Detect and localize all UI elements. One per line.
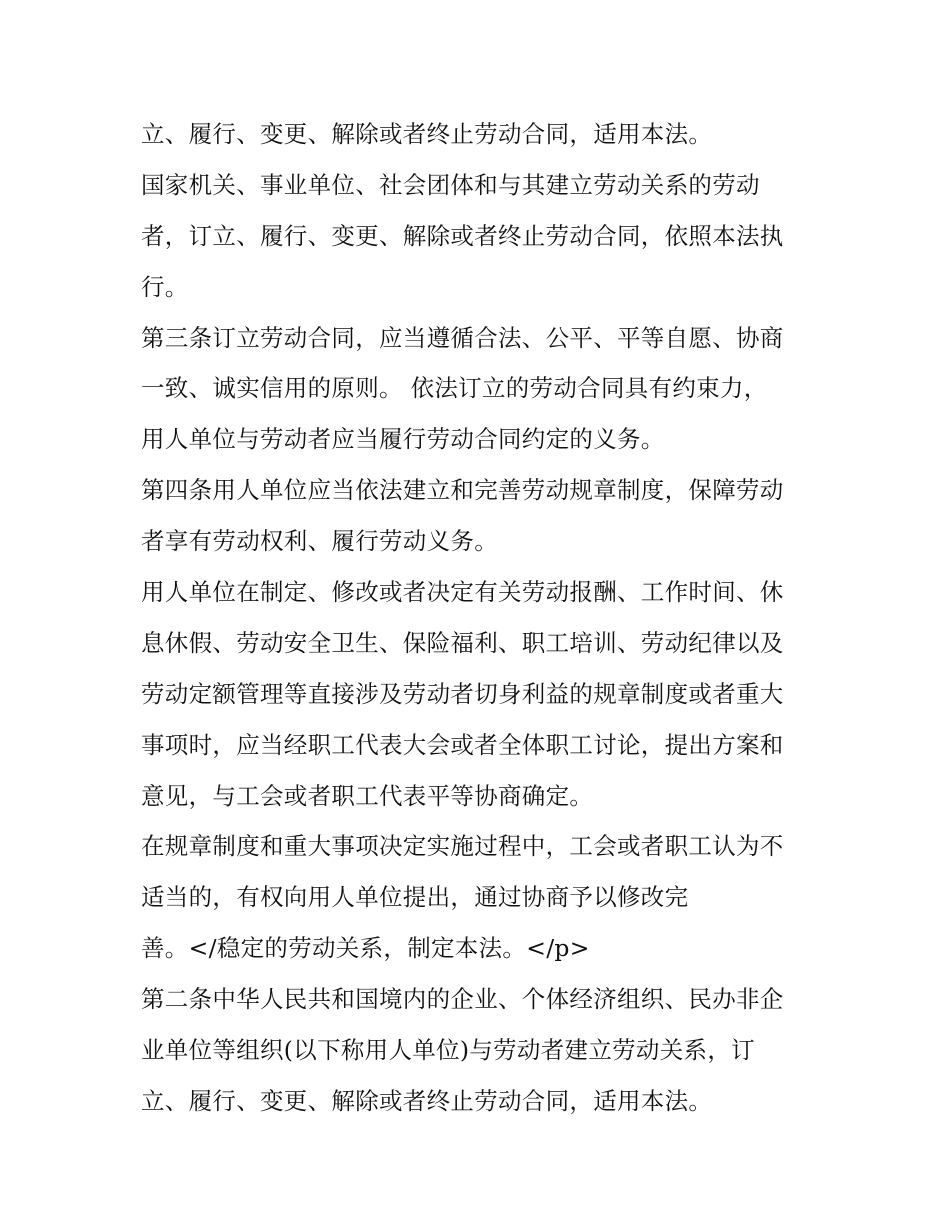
text-line: 息休假、劳动安全卫生、保险福利、职工培训、劳动纪律以及 xyxy=(141,628,784,657)
text-line: 者，订立、履行、变更、解除或者终止劳动合同，依照本法执 xyxy=(141,221,784,250)
text-line: 意见，与工会或者职工代表平等协商确定。 xyxy=(141,781,594,810)
text-line: 善。</稳定的劳动关系，制定本法。</p> xyxy=(141,934,590,963)
text-line: 第三条订立劳动合同，应当遵循合法、公平、平等自愿、协商 xyxy=(141,323,784,352)
text-line: 行。 xyxy=(141,272,189,301)
text-line: 业单位等组织(以下称用人单位)与劳动者建立劳动关系，订 xyxy=(141,1036,755,1065)
text-line: 一致、诚实信用的原则。 依法订立的劳动合同具有约束力， xyxy=(141,374,768,403)
text-line: 在规章制度和重大事项决定实施过程中，工会或者职工认为不 xyxy=(141,832,784,861)
text-line: 立、履行、变更、解除或者终止劳动合同，适用本法。 xyxy=(141,120,713,148)
text-line: 第四条用人单位应当依法建立和完善劳动规章制度，保障劳动 xyxy=(141,476,784,505)
document-body xyxy=(141,109,841,1127)
text-line: 立、履行、变更、解除或者终止劳动合同，适用本法。 xyxy=(141,1086,713,1115)
text-line: 适当的，有权向用人单位提出，通过协商予以修改完 xyxy=(141,883,689,912)
text-line: 用人单位在制定、修改或者决定有关劳动报酬、工作时间、休 xyxy=(141,578,784,607)
text-line: 事项时，应当经职工代表大会或者全体职工讨论，提出方案和 xyxy=(141,730,784,759)
text-line: 者享有劳动权利、履行劳动义务。 xyxy=(141,527,498,556)
text-line: 国家机关、事业单位、社会团体和与其建立劳动关系的劳动 xyxy=(141,170,760,199)
text-line: 用人单位与劳动者应当履行劳动合同约定的义务。 xyxy=(141,425,665,454)
text-line: 第二条中华人民共和国境内的企业、个体经济组织、民办非企 xyxy=(141,985,784,1014)
text-line: 劳动定额管理等直接涉及劳动者切身利益的规章制度或者重大 xyxy=(141,679,784,708)
